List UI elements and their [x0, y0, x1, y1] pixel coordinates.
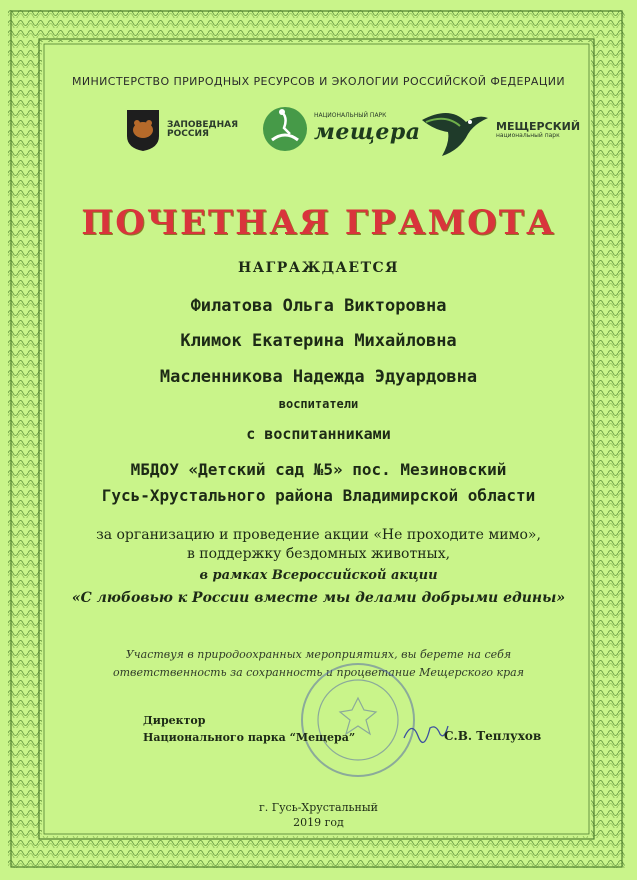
reason-line-4: «С любовью к России вместе мы делами добрыми едины» [71, 590, 566, 606]
reason-line-2: в поддержку бездомных животных, [186, 546, 451, 562]
quote-line-2: ответственность за сохранность и процветание Мещерского края [113, 666, 524, 679]
footer-year: 2019 год [293, 816, 344, 829]
recipient-role: воспитатели [278, 397, 359, 411]
bear-shield-icon [125, 108, 161, 152]
reason-line-1: за организацию и проведение акции «Не проходите мимо», [96, 527, 541, 543]
handwritten-signature [400, 716, 450, 746]
director-title-line-2: Национального парка “Мещера” [143, 730, 356, 744]
organization-line-2: Гусь-Хрустального района Владимирской области [101, 486, 536, 505]
quote-line-1: Участвуя в природоохранных мероприятиях, вы берете на себя [125, 648, 512, 661]
zapovednaya-line1: ЗАПОВЕДНАЯ [167, 119, 238, 130]
with-pupils: с воспитанниками [246, 425, 391, 443]
eagle-icon [420, 100, 490, 160]
director-title-line-1: Директор [143, 714, 206, 727]
mescherskiy-park-logo [420, 100, 580, 160]
mescherskiy-line2: национальный парк [496, 131, 560, 139]
zapovednaya-rossiya-logo [125, 108, 238, 152]
heron-icon [262, 100, 308, 158]
park-name: мещера [314, 119, 421, 146]
ministry-heading: МИНИСТЕРСТВО ПРИРОДНЫХ РЕСУРСОВ И ЭКОЛОГИИ РОССИЙСКОЙ ФЕДЕРАЦИИ [71, 75, 566, 88]
mescherskiy-line1: МЕЩЕРСКИЙ [496, 120, 581, 134]
awarded-heading: НАГРАЖДАЕТСЯ [237, 260, 400, 276]
meschera-park-logo [262, 100, 421, 158]
zapovednaya-line2: РОССИЯ [167, 129, 209, 139]
certificate-title: ПОЧЕТНАЯ ГРАМОТА [81, 203, 556, 243]
recipient-name-3: Масленникова Надежда Эдуардовна [159, 367, 478, 387]
organization-line-1: МБДОУ «Детский сад №5» пос. Мезиновский [130, 460, 507, 479]
logos-row [0, 100, 637, 170]
signer-name: С.В. Теплухов [444, 729, 542, 743]
reason-line-3: в рамках Всероссийской акции [199, 568, 438, 583]
director-title [143, 713, 355, 746]
recipient-name-2: Климок Екатерина Михайловна [180, 331, 457, 351]
footer-city: г. Гусь-Хрустальный [259, 801, 378, 814]
recipient-name-1: Филатова Ольга Викторовна [190, 296, 447, 316]
park-caption: НАЦИОНАЛЬНЫЙ ПАРК [314, 111, 387, 119]
